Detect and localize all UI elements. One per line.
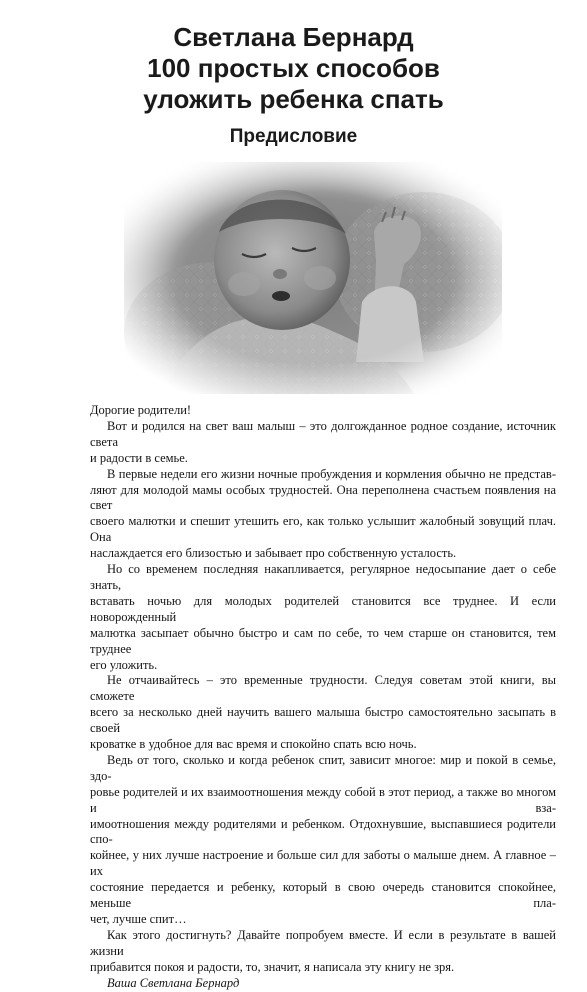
section-title: Предисловие <box>229 126 358 147</box>
author-name: Светлана Бернард <box>173 22 414 52</box>
paragraph-2: В первые недели его жизни ночные пробуждения и кормления обычно не представ- ляют для молодой мамы особых трудностей. Она переполнена счастьем появления на свет своего малютки и спешит утешить его, как только услышит жалобный зовущий плач. Она наслаждается его близостью и забывает про собственную усталость. <box>90 466 556 561</box>
book-title-line-2: уложить ребенка спать <box>143 84 444 114</box>
sleeping-baby-photo <box>124 162 502 394</box>
greeting: Дорогие родители! <box>90 403 192 417</box>
paragraph-1: Вот и родился на свет ваш малыш – это долгожданное родное создание, источник света и радости в семье. <box>90 418 556 465</box>
signature: Ваша Светлана Бернард <box>107 975 240 990</box>
paragraph-6: Как этого достигнуть? Давайте попробуем вместе. И если в результате в вашей жизни прибавится покоя и радости, то, значит, я написала эту книгу не зря. <box>90 927 556 974</box>
book-title-block <box>0 22 587 115</box>
signature-line <box>90 976 556 992</box>
paragraph-3: Но со временем последняя накапливается, регулярное недосыпание дает о себе знать, вставать ночью для молодых родителей становится все труднее. И если новорожденный малютка засыпает обычно быстро и сам по себе, то чем старше он становится, тем труднее его уложить. <box>90 562 556 672</box>
book-title-line-1: 100 простых способов <box>147 53 440 83</box>
paragraph-5: Ведь от того, сколько и когда ребенок спит, зависит многое: мир и покой в семье, здо- ровье родителей и их взаимоотношения между собой в этот период, а также во многом и вза- имоотношения между родителями и ребенком. Отдохнувшие, выспавшиеся родители спо- койнее, у них лучше настроение и больше сил для заботы о малыше днем. А главное – их состояние передается и ребенку, который в свою очередь становится спокойнее, меньше пла- чет, лучше спит… <box>90 752 556 926</box>
foreword-text <box>90 403 556 992</box>
paragraph-4: Не отчаивайтесь – это временные трудности. Следуя советам этой книги, вы сможете всего за несколько дней научить вашего малыша быстро самостоятельно засыпать в своей кроватке в удобное для вас время и спокойно спать всю ночь. <box>90 673 556 752</box>
